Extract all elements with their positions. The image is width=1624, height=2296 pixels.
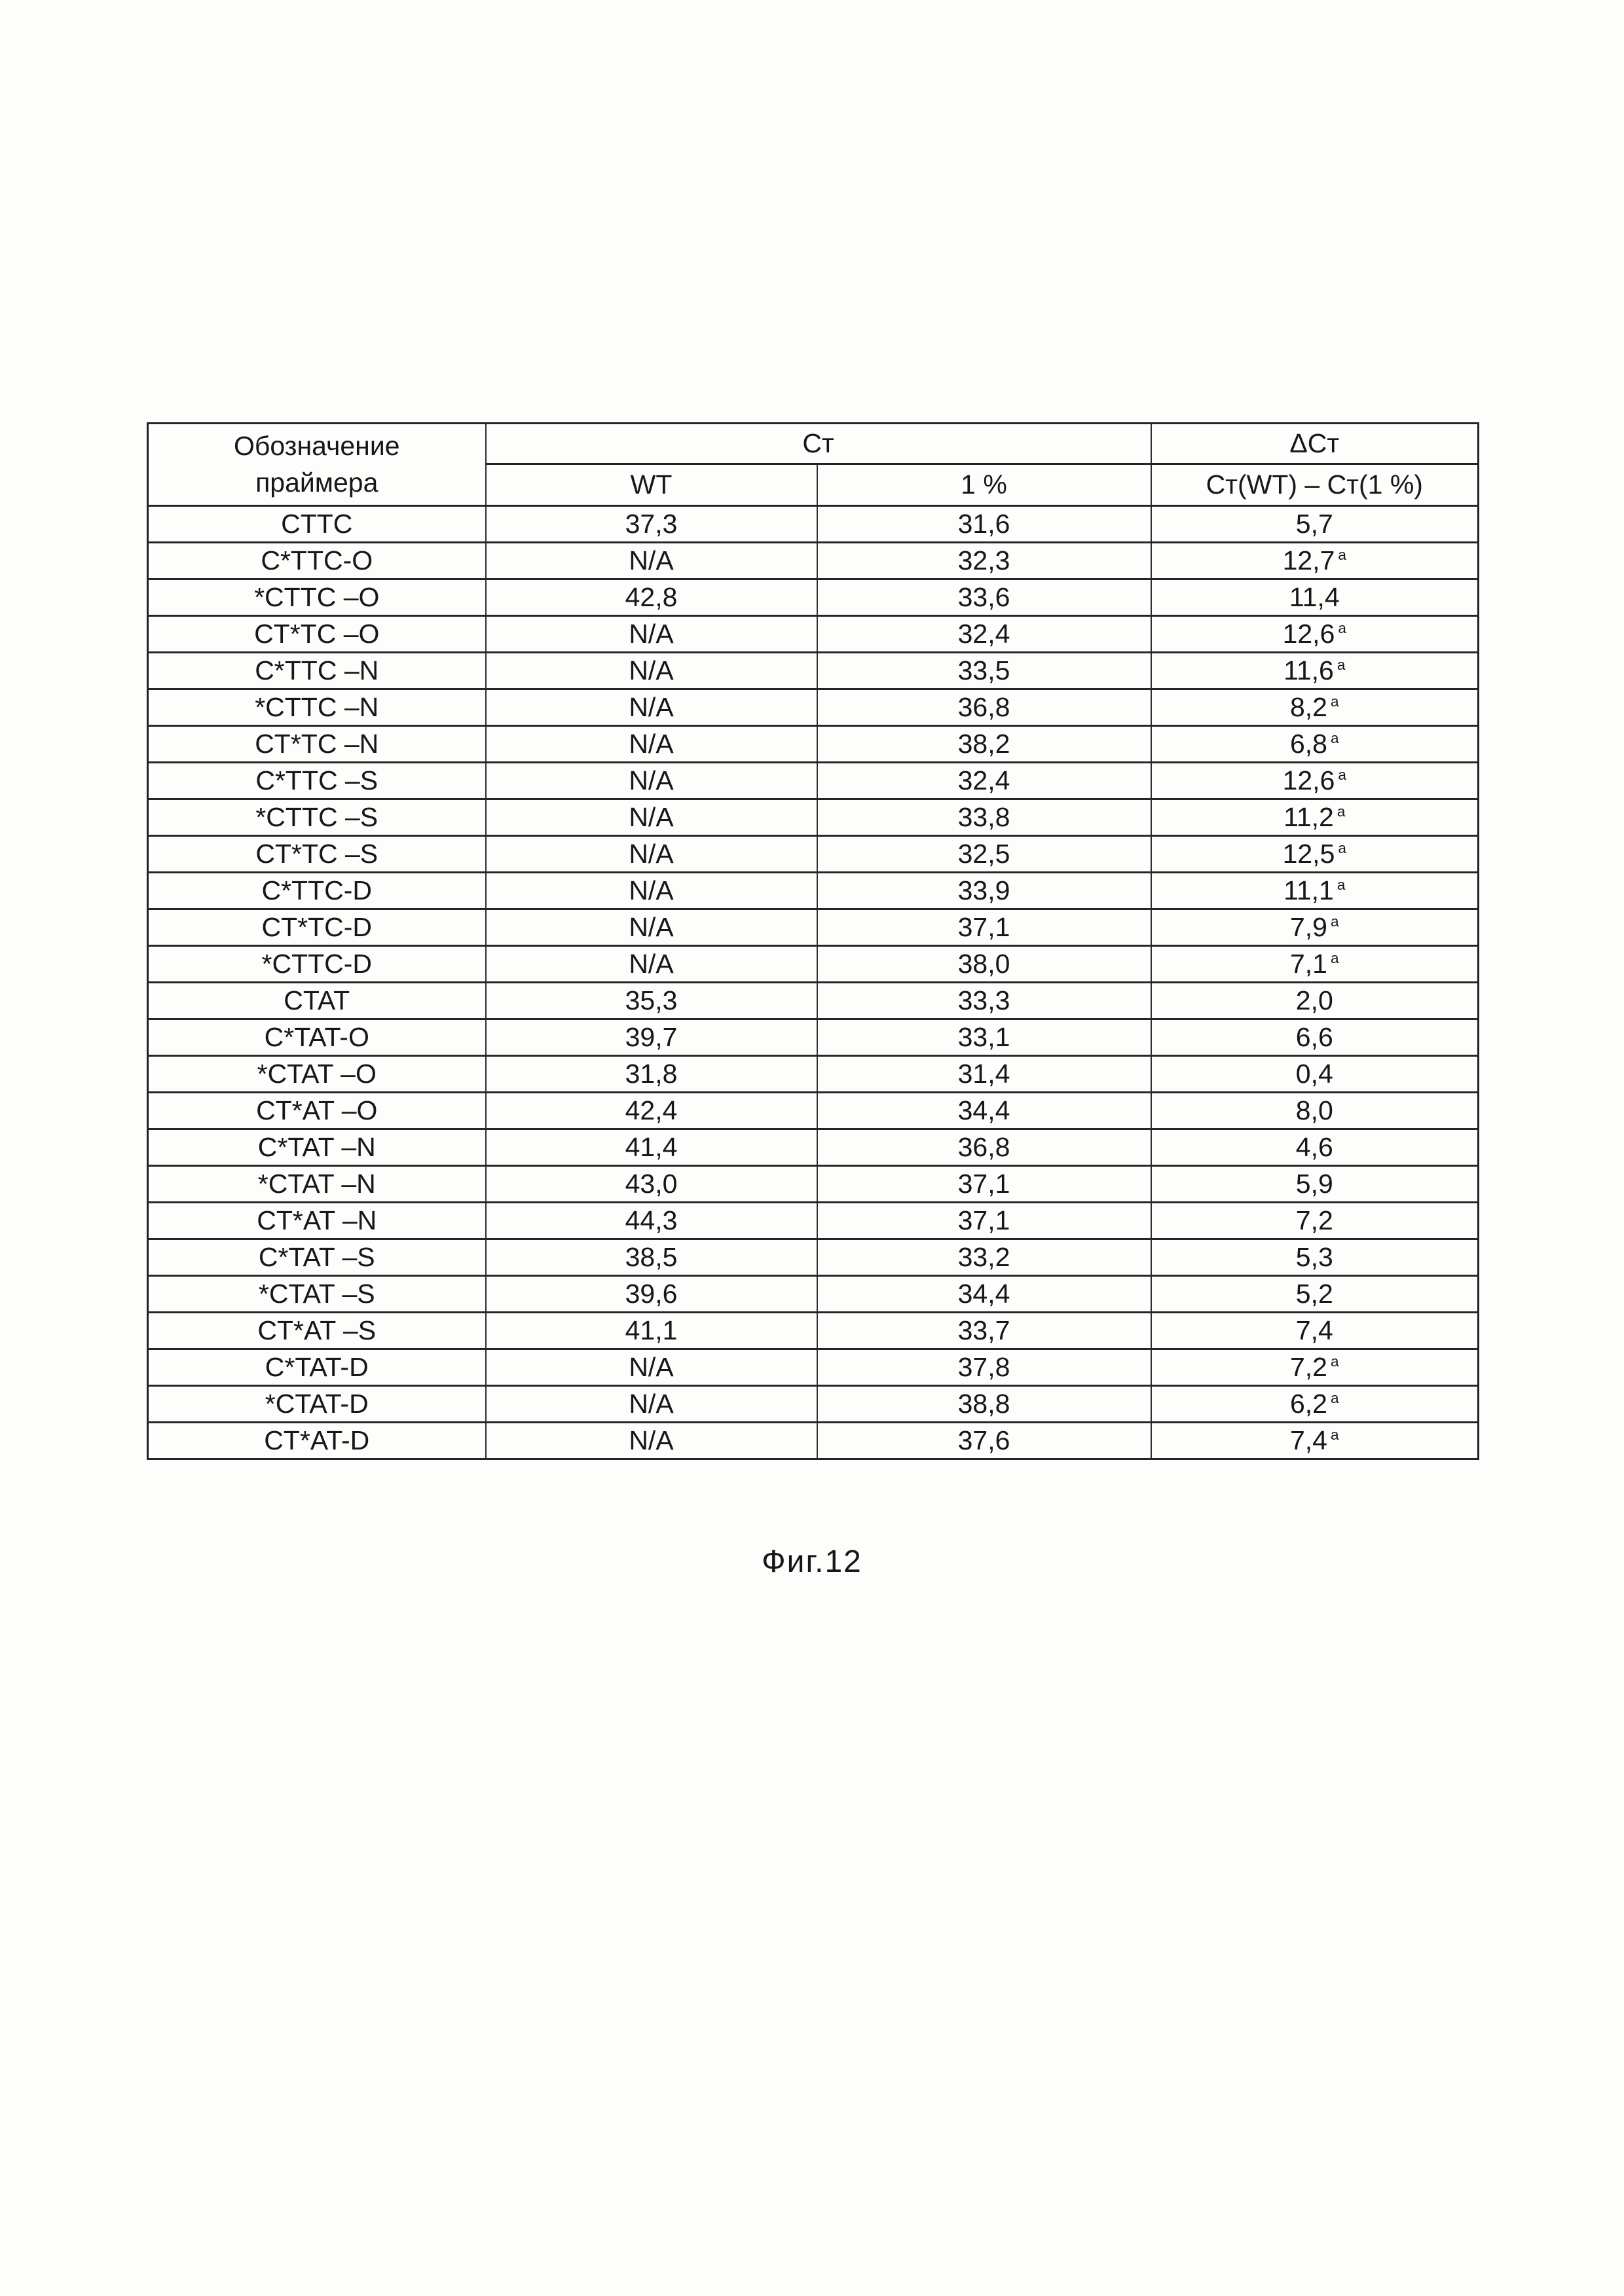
delta-ct-value-cell	[1151, 1423, 1479, 1459]
delta-ct-value-cell	[1151, 909, 1479, 946]
table-row	[148, 1276, 1479, 1313]
primer-label-cell: CT*TC –N	[148, 726, 486, 763]
ct-1pct-value-cell: 33,8	[817, 799, 1151, 836]
primer-label-cell: CT*TC –O	[148, 616, 486, 653]
delta-ct-value-cell	[1151, 579, 1479, 616]
table-row	[148, 873, 1479, 909]
primer-label-cell: CT*TC-D	[148, 909, 486, 946]
delta-ct-value-cell	[1151, 946, 1479, 983]
delta-ct-value: 6,2	[1289, 1389, 1327, 1419]
primer-label-cell: CT*AT-D	[148, 1423, 486, 1459]
ct-wt-value-cell: 39,7	[486, 1019, 817, 1056]
delta-ct-value: 7,4	[1289, 1425, 1327, 1455]
delta-ct-value-cell	[1151, 1129, 1479, 1166]
delta-ct-value: 6,8	[1289, 729, 1327, 759]
ct-wt-value-cell: N/A	[486, 1423, 817, 1459]
ct-wt-value-cell: 42,4	[486, 1093, 817, 1129]
ct-1pct-value-cell: 36,8	[817, 1129, 1151, 1166]
delta-ct-value-cell	[1151, 1203, 1479, 1239]
table-row	[148, 946, 1479, 983]
delta-ct-value: 5,2	[1295, 1279, 1333, 1309]
delta-ct-value-cell	[1151, 763, 1479, 799]
primer-label-cell: *CTTC –S	[148, 799, 486, 836]
delta-ct-value-cell	[1151, 1349, 1479, 1386]
delta-ct-value: 7,4	[1295, 1315, 1333, 1345]
header-wt: WT	[486, 464, 817, 506]
ct-1pct-value-cell: 37,8	[817, 1349, 1151, 1386]
delta-ct-value: 6,6	[1295, 1022, 1333, 1052]
delta-ct-value-cell	[1151, 689, 1479, 726]
footnote-marker: a	[1337, 657, 1346, 674]
ct-1pct-value-cell: 38,8	[817, 1386, 1151, 1423]
delta-ct-value: 7,1	[1289, 949, 1327, 979]
ct-wt-value-cell: 39,6	[486, 1276, 817, 1313]
ct-1pct-value-cell: 38,0	[817, 946, 1151, 983]
table-row	[148, 1239, 1479, 1276]
figure-caption: Фиг.12	[762, 1544, 862, 1579]
delta-ct-value-cell	[1151, 1093, 1479, 1129]
table-row	[148, 653, 1479, 689]
delta-ct-value-cell	[1151, 543, 1479, 579]
ct-wt-value-cell: N/A	[486, 543, 817, 579]
delta-ct-value: 5,9	[1295, 1169, 1333, 1199]
footnote-marker: a	[1338, 767, 1346, 784]
ct-1pct-value-cell: 37,1	[817, 1166, 1151, 1203]
ct-wt-value-cell: N/A	[486, 836, 817, 873]
delta-ct-value: 12,7	[1282, 545, 1335, 575]
ct-wt-value-cell: N/A	[486, 1386, 817, 1423]
footnote-marker: a	[1338, 840, 1346, 857]
delta-ct-value-cell	[1151, 799, 1479, 836]
delta-ct-value-cell	[1151, 1019, 1479, 1056]
ct-1pct-value-cell: 32,3	[817, 543, 1151, 579]
delta-ct-value: 11,4	[1289, 582, 1340, 612]
primer-label-cell: CTTC	[148, 506, 486, 543]
ct-1pct-value-cell: 32,4	[817, 763, 1151, 799]
delta-ct-value: 5,3	[1295, 1242, 1333, 1272]
primer-label-cell: *CTTC-D	[148, 946, 486, 983]
delta-ct-value-cell	[1151, 506, 1479, 543]
delta-ct-value: 11,1	[1283, 875, 1334, 905]
delta-ct-value-cell	[1151, 1386, 1479, 1423]
primer-label-cell: CTAT	[148, 983, 486, 1019]
primer-label-cell: C*TTC –S	[148, 763, 486, 799]
ct-wt-value-cell: N/A	[486, 909, 817, 946]
delta-ct-value-cell	[1151, 1313, 1479, 1349]
primer-label-cell: *CTAT –O	[148, 1056, 486, 1093]
ct-1pct-value-cell: 33,7	[817, 1313, 1151, 1349]
table-row	[148, 836, 1479, 873]
table-row	[148, 543, 1479, 579]
delta-ct-value: 12,6	[1282, 619, 1335, 649]
ct-1pct-value-cell: 33,9	[817, 873, 1151, 909]
delta-ct-value: 5,7	[1295, 509, 1333, 539]
primer-label-cell: *CTAT –N	[148, 1166, 486, 1203]
delta-ct-value: 0,4	[1295, 1059, 1333, 1089]
ct-wt-value-cell: 44,3	[486, 1203, 817, 1239]
ct-1pct-value-cell: 36,8	[817, 689, 1151, 726]
ct-wt-value-cell: N/A	[486, 616, 817, 653]
table-row	[148, 763, 1479, 799]
delta-ct-value-cell	[1151, 726, 1479, 763]
header-one-percent: 1 %	[817, 464, 1151, 506]
table-row	[148, 579, 1479, 616]
delta-ct-value-cell	[1151, 1276, 1479, 1313]
table-row	[148, 726, 1479, 763]
ct-wt-value-cell: N/A	[486, 653, 817, 689]
table-row	[148, 1203, 1479, 1239]
ct-1pct-value-cell: 37,1	[817, 909, 1151, 946]
table-row	[148, 1166, 1479, 1203]
primer-label-cell: C*TAT-O	[148, 1019, 486, 1056]
table-row	[148, 983, 1479, 1019]
header-primer-line2: праймера	[255, 467, 378, 498]
primer-label-cell: C*TTC-D	[148, 873, 486, 909]
delta-ct-value: 12,5	[1282, 839, 1335, 869]
table-row	[148, 1056, 1479, 1093]
footnote-marker: a	[1330, 1427, 1339, 1444]
table-row	[148, 799, 1479, 836]
delta-ct-value: 12,6	[1282, 765, 1335, 795]
delta-ct-value-cell	[1151, 616, 1479, 653]
ct-wt-value-cell: 38,5	[486, 1239, 817, 1276]
ct-1pct-value-cell: 38,2	[817, 726, 1151, 763]
primer-label-cell: *CTAT-D	[148, 1386, 486, 1423]
footnote-marker: a	[1330, 1353, 1339, 1370]
delta-ct-value-cell	[1151, 836, 1479, 873]
delta-ct-value: 7,9	[1289, 912, 1327, 942]
primer-label-cell: C*TAT –N	[148, 1129, 486, 1166]
primer-label-cell: C*TTC –N	[148, 653, 486, 689]
ct-1pct-value-cell: 33,6	[817, 579, 1151, 616]
delta-ct-value-cell	[1151, 983, 1479, 1019]
header-ct: Ст	[486, 424, 1151, 464]
primer-label-cell: C*TAT –S	[148, 1239, 486, 1276]
ct-wt-value-cell: 37,3	[486, 506, 817, 543]
ct-1pct-value-cell: 34,4	[817, 1093, 1151, 1129]
delta-ct-value: 11,2	[1283, 802, 1334, 832]
ct-wt-value-cell: N/A	[486, 726, 817, 763]
ct-1pct-value-cell: 32,4	[817, 616, 1151, 653]
delta-ct-value-cell	[1151, 1166, 1479, 1203]
delta-ct-value-cell	[1151, 1239, 1479, 1276]
primer-ct-table	[147, 422, 1479, 1460]
delta-ct-value: 11,6	[1283, 655, 1334, 685]
ct-wt-value-cell: 41,1	[486, 1313, 817, 1349]
delta-ct-value-cell	[1151, 1056, 1479, 1093]
footnote-marker: a	[1330, 1390, 1339, 1407]
ct-1pct-value-cell: 33,3	[817, 983, 1151, 1019]
ct-wt-value-cell: 43,0	[486, 1166, 817, 1203]
table-header	[148, 424, 1479, 506]
ct-wt-value-cell: N/A	[486, 946, 817, 983]
table-row	[148, 1349, 1479, 1386]
header-primer-designation	[148, 424, 486, 506]
delta-ct-value: 4,6	[1295, 1132, 1333, 1162]
delta-ct-value: 8,0	[1295, 1095, 1333, 1125]
primer-label-cell: *CTAT –S	[148, 1276, 486, 1313]
primer-label-cell: C*TTC-O	[148, 543, 486, 579]
ct-wt-value-cell: N/A	[486, 1349, 817, 1386]
ct-wt-value-cell: N/A	[486, 799, 817, 836]
ct-1pct-value-cell: 33,1	[817, 1019, 1151, 1056]
delta-ct-value-cell	[1151, 873, 1479, 909]
ct-1pct-value-cell: 33,5	[817, 653, 1151, 689]
table-row	[148, 909, 1479, 946]
table-row	[148, 1019, 1479, 1056]
table-row	[148, 1093, 1479, 1129]
footnote-marker: a	[1330, 913, 1339, 930]
ct-1pct-value-cell: 31,6	[817, 506, 1151, 543]
primer-label-cell: *CTTC –N	[148, 689, 486, 726]
table-row	[148, 1423, 1479, 1459]
delta-ct-value: 7,2	[1295, 1205, 1333, 1235]
ct-wt-value-cell: 35,3	[486, 983, 817, 1019]
ct-1pct-value-cell: 34,4	[817, 1276, 1151, 1313]
primer-label-cell: CT*TC –S	[148, 836, 486, 873]
primer-label-cell: *CTTC –O	[148, 579, 486, 616]
footnote-marker: a	[1330, 730, 1339, 747]
ct-1pct-value-cell: 33,2	[817, 1239, 1151, 1276]
header-delta-ct: ΔСт	[1151, 424, 1479, 464]
footnote-marker: a	[1338, 620, 1346, 637]
table-row	[148, 689, 1479, 726]
table-row	[148, 1129, 1479, 1166]
table-row	[148, 1313, 1479, 1349]
footnote-marker: a	[1330, 693, 1339, 710]
ct-wt-value-cell: 31,8	[486, 1056, 817, 1093]
delta-ct-value: 7,2	[1289, 1352, 1327, 1382]
delta-ct-value: 8,2	[1289, 692, 1327, 722]
primer-label-cell: CT*AT –S	[148, 1313, 486, 1349]
footnote-marker: a	[1337, 877, 1346, 894]
table-row	[148, 506, 1479, 543]
primer-label-cell: CT*AT –N	[148, 1203, 486, 1239]
footnote-marker: a	[1337, 803, 1346, 820]
ct-1pct-value-cell: 37,6	[817, 1423, 1151, 1459]
ct-wt-value-cell: 41,4	[486, 1129, 817, 1166]
table-body	[148, 506, 1479, 1459]
header-delta-formula: Ст(WT) – Ст(1 %)	[1151, 464, 1479, 506]
table-row	[148, 1386, 1479, 1423]
primer-label-cell: C*TAT-D	[148, 1349, 486, 1386]
ct-wt-value-cell: N/A	[486, 763, 817, 799]
delta-ct-value: 2,0	[1295, 985, 1333, 1015]
ct-wt-value-cell: N/A	[486, 689, 817, 726]
header-primer-line1: Обозначение	[233, 431, 400, 462]
ct-1pct-value-cell: 37,1	[817, 1203, 1151, 1239]
footnote-marker: a	[1330, 950, 1339, 967]
ct-1pct-value-cell: 31,4	[817, 1056, 1151, 1093]
footnote-marker: a	[1338, 547, 1346, 564]
table-row	[148, 616, 1479, 653]
primer-label-cell: CT*AT –O	[148, 1093, 486, 1129]
ct-wt-value-cell: 42,8	[486, 579, 817, 616]
ct-wt-value-cell: N/A	[486, 873, 817, 909]
delta-ct-value-cell	[1151, 653, 1479, 689]
ct-1pct-value-cell: 32,5	[817, 836, 1151, 873]
